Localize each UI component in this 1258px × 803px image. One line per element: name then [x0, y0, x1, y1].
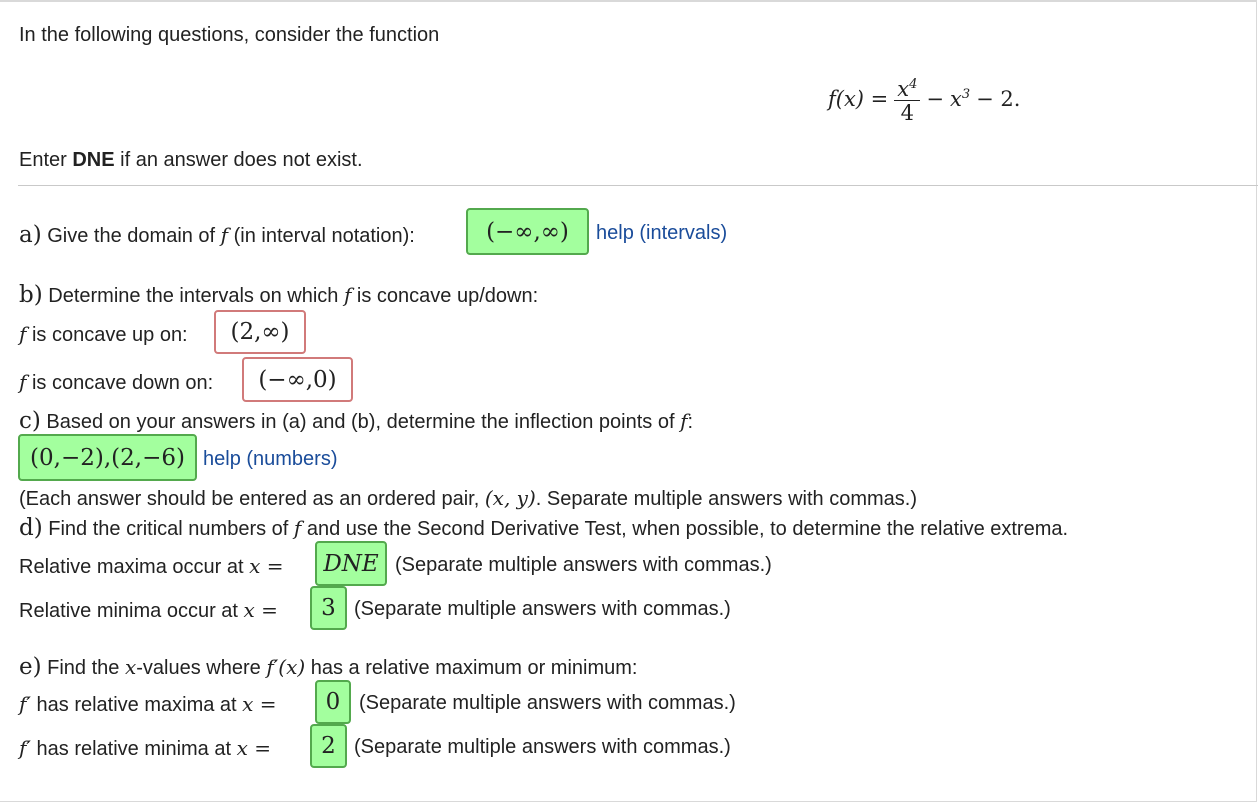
fprime-maxima-note: (Separate multiple answers with commas.) — [359, 692, 736, 714]
concave-down-label: f is concave down on: — [19, 370, 214, 394]
frac-numerator-exp: 4 — [909, 76, 918, 92]
concave-down-field[interactable]: (−∞,0) — [242, 357, 353, 402]
relative-maxima-label: Relative maxima occur at x = — [19, 554, 284, 578]
question-e: e) Find the x-values where f′(x) has a relative maximum or minimum: — [19, 654, 638, 680]
formula-term: $x^3$ — [950, 87, 971, 111]
fprime-maxima-field[interactable]: 0 — [315, 680, 351, 724]
fprime-minima-field[interactable]: 2 — [310, 724, 347, 768]
divider — [18, 185, 1258, 186]
formula-tail: − 2. — [976, 87, 1021, 111]
help-intervals-link[interactable]: help (intervals) — [596, 222, 728, 244]
question-c: c) Based on your answers in (a) and (b), determine the inflection points of f: — [19, 408, 694, 434]
function-formula — [828, 66, 1020, 132]
concave-up-field[interactable]: (2,∞) — [214, 310, 306, 354]
fprime-minima-note: (Separate multiple answers with commas.) — [354, 736, 731, 758]
relative-minima-note: (Separate multiple answers with commas.) — [354, 598, 731, 620]
frac-numerator: x — [897, 76, 910, 101]
help-numbers-link[interactable]: help (numbers) — [203, 448, 338, 470]
ordered-pair-note: (Each answer should be entered as an ordered pair, (x, y). Separate multiple answers with commas.) — [19, 486, 918, 510]
question-b: b) Determine the intervals on which f is concave up/down: — [19, 282, 539, 308]
relative-maxima-field[interactable]: DNE — [315, 541, 387, 586]
formula-minus: − — [926, 87, 945, 111]
fprime-minima-label: f′ has relative minima at x = — [19, 736, 271, 760]
relative-minima-label: Relative minima occur at x = — [19, 598, 278, 622]
formula-lhs: f(x) = — [828, 87, 889, 111]
question-d: d) Find the critical numbers of f and use the Second Derivative Test, when possible, to determine the relative extrema. — [19, 515, 1069, 541]
question-a: a) Give the domain of f (in interval notation): — [19, 222, 415, 248]
frac-denominator: 4 — [900, 100, 915, 125]
intro-text: In the following questions, consider the function — [19, 24, 440, 46]
formula-fraction — [894, 74, 920, 125]
relative-minima-field[interactable]: 3 — [310, 586, 347, 630]
inflection-points-field[interactable]: (0,−2),(2,−6) — [18, 434, 197, 481]
concave-up-label: f is concave up on: — [19, 322, 188, 346]
domain-answer-field[interactable]: (−∞,∞) — [466, 208, 589, 255]
fprime-maxima-label: f′ has relative maxima at x = — [19, 692, 277, 716]
relative-maxima-note: (Separate multiple answers with commas.) — [395, 554, 772, 576]
dne-instruction: Enter DNE if an answer does not exist. — [19, 149, 363, 171]
